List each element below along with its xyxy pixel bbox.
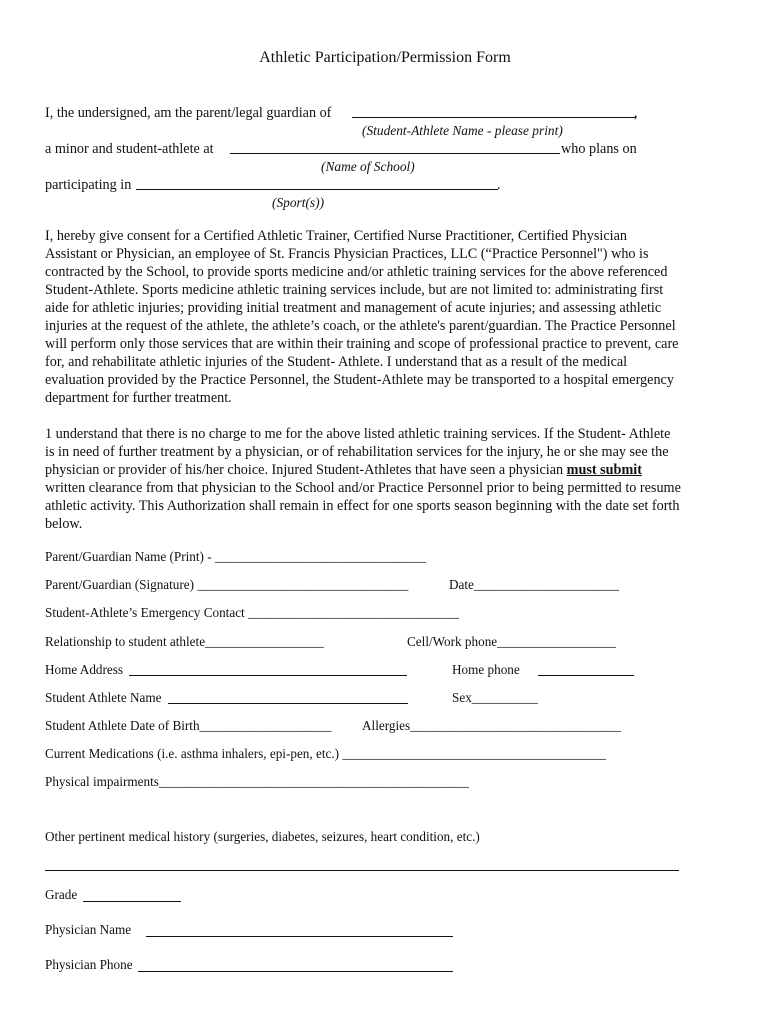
charge-line: is in need of further treatment by a physician, or of rehabilitation services for the injury, he or she may see the <box>45 444 669 460</box>
medications-field[interactable]: Current Medications (i.e. asthma inhalers, epi-pen, etc.) ________________________________________ <box>45 746 607 761</box>
consent-line: evaluation provided by the Practice Personnel, the Student-Athlete may be transported to a hospital emergency <box>45 372 674 388</box>
form-title: Athletic Participation/Permission Form <box>259 49 511 66</box>
must-submit-emphasis: must submit <box>566 462 642 478</box>
school-name-blank[interactable] <box>230 153 560 154</box>
home-phone-blank[interactable] <box>538 675 634 676</box>
caption-sport: (Sport(s)) <box>272 195 325 210</box>
student-athlete-name-blank[interactable] <box>352 117 636 118</box>
sex-field[interactable]: Sex__________ <box>452 690 538 705</box>
consent-paragraph <box>45 227 725 407</box>
grade-label: Grade <box>45 887 78 902</box>
charge-paragraph <box>45 425 725 533</box>
guardian-line-end: , <box>634 105 638 121</box>
guardian-line-label: I, the undersigned, am the parent/legal guardian of <box>45 105 332 121</box>
consent-line: for, and rehabilitate athletic injuries of the Student- Athlete. I understand that as a result of the medical <box>45 354 628 370</box>
consent-line: Student-Athlete. Sports medicine athletic training services include, but are not limited to: administrating first <box>45 282 664 298</box>
consent-line: department for further treatment. <box>45 390 232 406</box>
emergency-contact-field[interactable]: Student-Athlete’s Emergency Contact ________________________________ <box>45 605 460 620</box>
athlete-name-blank[interactable] <box>168 703 408 704</box>
home-phone-label: Home phone <box>452 662 520 677</box>
charge-line: below. <box>45 516 83 532</box>
sport-blank[interactable] <box>136 189 498 190</box>
physician-name-label: Physician Name <box>45 922 132 937</box>
physician-name-blank[interactable] <box>146 936 453 937</box>
consent-line: injuries at the request of the athlete, the athlete’s coach, or the athlete's parent/guardian. The Practice Personnel <box>45 318 676 334</box>
minor-line-label: a minor and student-athlete at <box>45 141 214 157</box>
caption-student-athlete: (Student-Athlete Name - please print) <box>362 123 563 138</box>
physician-phone-label: Physician Phone <box>45 957 133 972</box>
home-address-label: Home Address <box>45 662 124 677</box>
charge-line-text: physician or provider of his/her choice. Injured Student-Athletes that have seen a physician <box>45 462 567 478</box>
relationship-field[interactable]: Relationship to student athlete__________________ <box>45 634 324 649</box>
charge-line: athletic activity. This Authorization shall remain in effect for one sports season beginning with the date set forth <box>45 498 680 514</box>
physician-phone-blank[interactable] <box>138 971 453 972</box>
consent-line: aide for athletic injuries; providing initial treatment and management of acute injuries; and assessing athletic <box>45 300 662 316</box>
charge-line: 1 understand that there is no charge to me for the above listed athletic training services. If the Student- Athlete <box>45 426 671 442</box>
medical-history-label: Other pertinent medical history (surgeries, diabetes, seizures, heart condition, etc.) <box>45 829 480 844</box>
charge-line: written clearance from that physician to the School and/or Practice Personnel prior to being permitted to resume <box>45 480 681 496</box>
participating-end: . <box>497 177 501 193</box>
home-address-blank[interactable] <box>129 675 407 676</box>
date-of-birth-field[interactable]: Student Athlete Date of Birth____________________ <box>45 718 332 733</box>
allergies-field[interactable]: Allergies________________________________ <box>362 718 622 733</box>
consent-line: will perform only those services that are within their training and scope of professional practice to prevent, care <box>45 336 679 352</box>
consent-line: Assistant or Physician, an employee of St. Francis Physician Practices, LLC (“Practice Personnel") who is <box>45 246 649 262</box>
guardian-signature-field[interactable]: Parent/Guardian (Signature) ________________________________ <box>45 577 409 592</box>
consent-line: I, hereby give consent for a Certified Athletic Trainer, Certified Nurse Practitioner, Certified Physician <box>45 228 627 244</box>
physical-impairments-field[interactable]: Physical impairments_______________________________________________ <box>45 774 469 789</box>
participating-label: participating in <box>45 177 132 193</box>
plans-on-label: who plans on <box>561 141 637 157</box>
charge-line <box>45 461 725 479</box>
cell-phone-field[interactable]: Cell/Work phone__________________ <box>407 634 616 649</box>
grade-blank[interactable] <box>83 901 181 902</box>
date-field[interactable]: Date______________________ <box>449 577 619 592</box>
guardian-name-field[interactable]: Parent/Guardian Name (Print) - ________________________________ <box>45 549 426 564</box>
caption-school: (Name of School) <box>321 159 415 174</box>
athlete-name-label: Student Athlete Name <box>45 690 162 705</box>
medical-history-blank[interactable] <box>45 870 679 871</box>
consent-line: contracted by the School, to provide sports medicine and/or athletic training services for the above referenced <box>45 264 668 280</box>
